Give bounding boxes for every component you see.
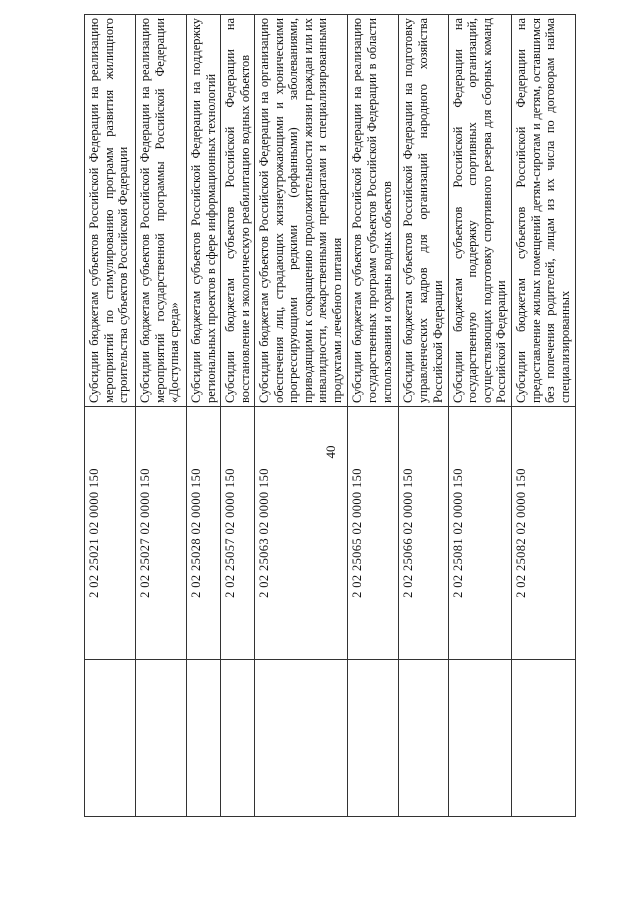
revenue-description-cell: Субсидии бюджетам субъектов Российской Федерации на поддержку региональных проектов в сфере информационных технологий — [187, 15, 221, 407]
page-number-text: 40 — [323, 445, 338, 459]
revenue-description-cell: Субсидии бюджетам субъектов Российской Федерации на реализацию государственных программ субъектов Российской Федерации в области использования и охраны водных объектов — [348, 15, 399, 407]
table-row — [85, 15, 136, 817]
revenue-code-cell: 2 02 25021 02 0000 150 — [85, 407, 136, 660]
table-row — [512, 15, 576, 817]
admin-code-cell — [512, 660, 576, 817]
table-row — [136, 15, 187, 817]
revenue-code-cell: 2 02 25066 02 0000 150 — [399, 407, 448, 660]
revenue-code-cell: 2 02 25027 02 0000 150 — [136, 407, 187, 660]
budget-table — [84, 14, 576, 817]
admin-code-cell — [187, 660, 221, 817]
admin-code-cell — [221, 660, 255, 817]
admin-code-cell — [399, 660, 448, 817]
revenue-code-cell: 2 02 25065 02 0000 150 — [348, 407, 399, 660]
table-row — [221, 15, 255, 817]
table-row — [187, 15, 221, 817]
budget-table-container — [84, 14, 576, 817]
revenue-code-cell: 2 02 25057 02 0000 150 — [221, 407, 255, 660]
admin-code-cell — [85, 660, 136, 817]
revenue-description-cell: Субсидии бюджетам субъектов Российской Федерации на реализацию мероприятий государственной программы Российской Федерации «Доступная среда» — [136, 15, 187, 407]
table-row — [348, 15, 399, 817]
admin-code-cell — [348, 660, 399, 817]
revenue-code-cell: 2 02 25082 02 0000 150 — [512, 407, 576, 660]
admin-code-cell — [254, 660, 348, 817]
admin-code-cell — [136, 660, 187, 817]
revenue-code-cell: 2 02 25081 02 0000 150 — [448, 407, 512, 660]
revenue-code-cell: 2 02 25063 02 0000 150 — [254, 407, 348, 660]
table-row — [254, 15, 348, 817]
revenue-description-cell: Субсидии бюджетам субъектов Российской Федерации на реализацию мероприятий по стимулированию программ развития жилищного строительства субъектов Российской Федерации — [85, 15, 136, 407]
table-row — [399, 15, 448, 817]
revenue-code-cell: 2 02 25028 02 0000 150 — [187, 407, 221, 660]
revenue-description-cell: Субсидии бюджетам субъектов Российской Федерации на государственную поддержку спортивных организаций, осуществляющих подготовку спортивного резерва для сборных команд Российской Федерации — [448, 15, 512, 407]
revenue-description-cell: Субсидии бюджетам субъектов Российской Федерации на предоставление жилых помещений детям-сиротам и детям, оставшимся без попечения родителей, лицам из их числа по договорам найма специализированных — [512, 15, 576, 407]
revenue-description-cell: Субсидии бюджетам субъектов Российской Федерации на организацию обеспечения лиц, страдающих жизнеугрожающими и хроническими прогрессирующими редкими (орфанными) заболеваниями, приводящими к сокращению продолжительности жизни граждан или их инвалидности, лекарственными препаратами и специализированными продуктами лечебного питания — [254, 15, 348, 407]
admin-code-cell — [448, 660, 512, 817]
revenue-description-cell: Субсидии бюджетам субъектов Российской Федерации на подготовку управленческих кадров для организаций народного хозяйства Российской Федерации — [399, 15, 448, 407]
revenue-description-cell: Субсидии бюджетам субъектов Российской Федерации на восстановление и экологическую реабилитацию водных объектов — [221, 15, 255, 407]
table-row — [448, 15, 512, 817]
